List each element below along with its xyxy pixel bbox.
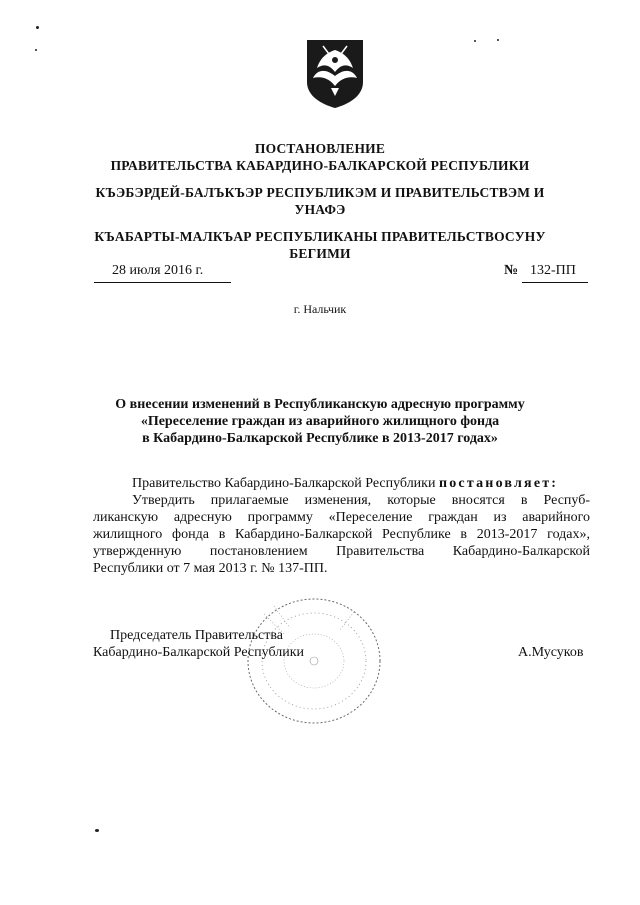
number-label: №: [504, 263, 519, 278]
subject-line1: О внесении изменений в Республиканскую адресную программу: [115, 397, 525, 412]
subject-line3: в Кабардино-Балкарской Республике в 2013-2017 годах»: [142, 431, 498, 446]
balkar-title-line2: БЕГИМИ: [289, 246, 351, 261]
body-line5: Республики от 7 мая 2013 г. № 137-ПП.: [93, 561, 328, 576]
body-line2: ликанскую адресную программу «Переселение граждан из аварийного: [93, 510, 590, 525]
scan-speck: [36, 26, 39, 29]
number-underline: [522, 282, 588, 283]
city: г. Нальчик: [293, 302, 347, 316]
date-underline: [94, 282, 231, 283]
body-line1: Утвердить прилагаемые изменения, которые вносятся в Респуб-: [132, 493, 590, 508]
body-intro: [132, 475, 558, 492]
signatory-name: А.Мусуков: [518, 645, 584, 660]
signatory-position-line1: Председатель Правительства: [110, 628, 283, 643]
official-seal-stamp: [244, 594, 384, 728]
signatory-position-line2: Кабардино-Балкарской Республики: [93, 645, 304, 660]
kabardian-title-line2: УНАФЭ: [294, 202, 346, 217]
coat-of-arms-emblem: [303, 38, 367, 110]
government-title: ПРАВИТЕЛЬСТВА КАБАРДИНО-БАЛКАРСКОЙ РЕСПУБЛИКИ: [110, 158, 530, 173]
decree-word: постановляет:: [438, 476, 559, 491]
body-intro-text: Правительство Кабардино-Балкарской Республики: [132, 476, 436, 491]
scan-speck: [35, 49, 37, 51]
scan-speck: [474, 40, 476, 42]
subject-line2: «Переселение граждан из аварийного жилищного фонда: [140, 414, 500, 429]
scan-speck: [497, 39, 499, 41]
balkar-title-line1: КЪАБАРТЫ-МАЛКЪАР РЕСПУБЛИКАНЫ ПРАВИТЕЛЬСТВОСУНУ: [94, 229, 546, 244]
body-line3: жилищного фонда в Кабардино-Балкарской Республике в 2013-2017 годах»,: [93, 527, 590, 542]
kabardian-title-line1: КЪЭБЭРДЕЙ-БАЛЪКЪЭР РЕСПУБЛИКЭМ И ПРАВИТЕЛЬСТВЭМ И: [95, 185, 545, 200]
scan-speck: [95, 829, 99, 832]
document-title: ПОСТАНОВЛЕНИЕ: [254, 141, 386, 156]
document-date: 28 июля 2016 г.: [112, 263, 204, 278]
body-line4: утвержденную постановлением Правительства Кабардино-Балкарской: [93, 544, 590, 559]
document-number: 132-ПП: [530, 263, 576, 278]
